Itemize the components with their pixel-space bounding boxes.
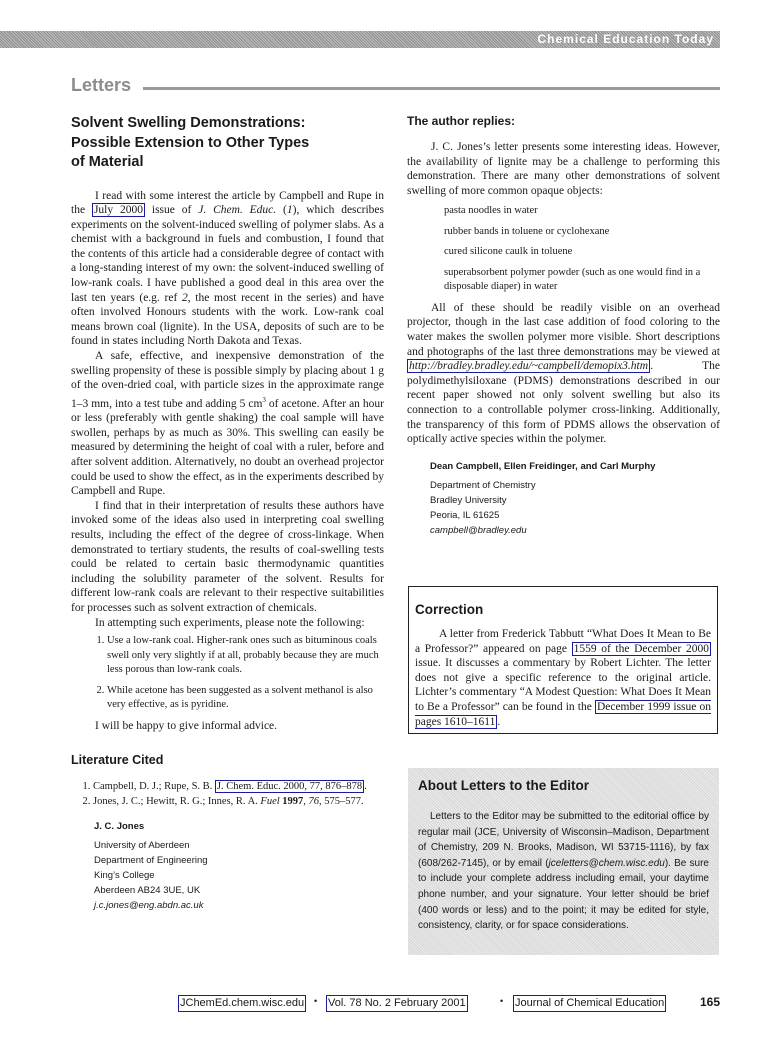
journal-link[interactable]: Journal of Chemical Education xyxy=(513,995,666,1012)
reply-column xyxy=(407,114,720,538)
reference-link[interactable]: J. Chem. Educ. 2000, 77, 876–878 xyxy=(216,781,363,793)
reference-item xyxy=(93,794,384,809)
letter-paragraph: I find that in their interpretation of results these authors have invoked some of the ideas also used in interpreting coal swelling results, including the effect of the degree of cross-linkage. When demonstrated to tertiary students, the results of coal-swelling tests could be related to certain basic thermodynamic quantities including the solubility parameter of the solvent. Results for different low-rank coals are relevant to their respective suitabilities for processes such as solvent extraction of chemicals. xyxy=(71,499,384,614)
text-run: issue. It discusses a commentary by Robert Lichter. The letter does not give a specific reference to the original article. Lichter’s commentary “A Modest Question: What Does It Mean to Be a Professor” can be found in the xyxy=(415,657,711,713)
journal-name: Fuel xyxy=(260,796,280,808)
author-email: campbell@bradley.edu xyxy=(430,524,527,536)
affiliation-line: Bradley University xyxy=(430,494,507,506)
notes-list xyxy=(71,634,384,713)
reply-heading: The author replies: xyxy=(407,114,516,128)
literature-heading: Literature Cited xyxy=(71,753,164,768)
list-item: cured silicone caulk in toluene xyxy=(444,246,573,258)
text-run: , 575–577. xyxy=(319,796,364,808)
correction-box xyxy=(408,586,718,734)
text-run: , the most recent in the series) and have often involved Honours students with the work. Low-rank coal means brown coal (lignite). In the USA, deposits of such are to be found in states including North Dakota and Texas. xyxy=(71,291,384,348)
journal-name: J. Chem. Educ. xyxy=(198,204,277,217)
text-run: issue of xyxy=(145,204,199,217)
ref-number: 1 xyxy=(286,204,293,217)
about-text xyxy=(418,809,709,934)
page-footer xyxy=(178,995,720,1013)
ref-volume: 76 xyxy=(308,796,320,808)
letter-paragraph xyxy=(71,189,384,350)
text-run: Letters to the Editor may be submitted to the editorial office by regular mail (JCE, University of Wisconsin–Madison, Department of Chemistry, 209 N. Brooks, Madison, WI 53715-1116), by fax (608/262-7145), or by email ( xyxy=(418,811,709,869)
ref-year: 1997 xyxy=(279,796,304,808)
letter-paragraph: I will be happy to give informal advice. xyxy=(95,719,278,732)
text-run: of acetone. After an hour or less (preferably with gentle shaking) the coal sample will have swollen, perhaps by as much as 30%. This swelling can easily be measured by determining the height of coal with a ruler, before and after solvent addition. Alternatively, no doubt an overhead projector could be used to show the effect, as in the experiments described by Campbell and Rupe. xyxy=(71,397,384,498)
affiliation-line: Aberdeen AB24 3UE, UK xyxy=(94,885,201,897)
text-run: ), which describes experiments on the solvent-induced swelling of polymer slabs. As a chemist with a background in fuels and combustion, I found that the contents of this article had a considerable degree of contact with a long-standing interest of my own: the solvent-induced swelling of low-rank coals. I have published a good deal in this area over the last ten years (e.g. ref xyxy=(71,204,384,304)
text-run: ). Be sure to include your complete address including email, your daytime phone number, and your signature. Your letter should be brief (400 words or less) and to the point; it may be edited for style, consistency, clarity, or for space considerations. xyxy=(418,857,709,932)
text-run: Jones, J. C.; Hewitt, R. G.; Innes, R. A. xyxy=(93,796,261,808)
list-item: rubber bands in toluene or cyclohexane xyxy=(444,225,610,237)
demo-url-link[interactable]: http://bradley.bradley.edu/~campbell/demopix3.htm xyxy=(409,360,649,373)
issue-link[interactable]: December 1999 issue on pages 1610–1611 xyxy=(415,700,711,728)
about-heading: About Letters to the Editor xyxy=(418,778,589,793)
issue-link[interactable]: 1559 of the December 2000 xyxy=(573,642,709,655)
text-run: A letter from Frederick Tabbutt “What Does It Mean to Be a Professor?” appeared on page xyxy=(415,628,711,655)
section-header xyxy=(71,74,720,96)
objects-list xyxy=(444,204,720,295)
title-line: Possible Extension to Other Types xyxy=(71,134,310,151)
superscript: 3 xyxy=(262,395,266,404)
text-run: . The polydimethylsiloxane (PDMS) demonstrations described in our recent paper showed not only solvent swelling but also its connection to a controllable polymer cross-linking. Additionally, the transparency of this form of PDMS allows the observation of optically active species within the polymer. xyxy=(407,360,720,446)
reply-author-block xyxy=(430,459,720,538)
affiliation-line: King’s College xyxy=(94,870,155,882)
editor-email: jceletters@chem.wisc.edu xyxy=(548,857,665,869)
reply-paragraph: J. C. Jones’s letter presents some interesting ideas. However, the availability of lignite may be a challenge to performing this demonstration. There are many other demonstrations of solvent swelling of more common opaque objects: xyxy=(407,141,720,197)
affiliation-line: Department of Engineering xyxy=(94,855,208,867)
text-run: ( xyxy=(276,204,287,217)
bullet-separator: • xyxy=(500,996,504,1006)
author-block xyxy=(94,819,384,913)
section-rule xyxy=(143,87,720,90)
section-banner xyxy=(0,31,720,48)
text-run: , xyxy=(303,796,309,808)
list-item: pasta noodles in water xyxy=(444,205,538,217)
ref-number: 2 xyxy=(181,291,188,304)
page-number: 165 xyxy=(699,995,720,1009)
letter-column xyxy=(71,114,384,913)
bullet-separator: • xyxy=(314,996,318,1006)
reply-paragraph xyxy=(407,301,720,447)
references-list xyxy=(71,779,384,809)
author-email: j.c.jones@eng.abdn.ac.uk xyxy=(94,900,204,912)
text-run: I read with some interest the article by Campbell and Rupe in the xyxy=(71,189,384,217)
list-item: 2. While acetone has been suggested as a solvent methanol is also very effective, as is pyridine. xyxy=(107,684,384,713)
issue-link[interactable]: Vol. 78 No. 2 February 2001 xyxy=(326,995,468,1012)
correction-text xyxy=(415,627,711,729)
banner-title: Chemical Education Today xyxy=(537,32,714,46)
issue-link[interactable]: July 2000 xyxy=(93,204,143,217)
author-names: Dean Campbell, Ellen Freidinger, and Carl Murphy xyxy=(430,460,656,472)
list-item: superabsorbent polymer powder (such as one would find in a disposable diaper) in water xyxy=(444,266,701,293)
affiliation-line: Peoria, IL 61625 xyxy=(430,509,500,521)
text-run: . xyxy=(497,715,501,728)
text-run: . xyxy=(364,781,367,793)
title-line: of Material xyxy=(71,154,144,170)
affiliation-line: Department of Chemistry xyxy=(430,479,536,491)
list-item: 1. Use a low-rank coal. Higher-rank ones such as bituminous coals swell only very slightly if at all, probably because they are much less porous than low-rank coals. xyxy=(107,634,384,678)
letter-paragraph: In attempting such experiments, please note the following: xyxy=(95,616,365,629)
author-name: J. C. Jones xyxy=(94,821,145,833)
site-link[interactable]: JChemEd.chem.wisc.edu xyxy=(178,995,306,1012)
text-run: Campbell, D. J.; Rupe, S. B. xyxy=(93,781,215,793)
about-letters-box xyxy=(408,768,719,955)
text-run: A safe, effective, and inexpensive demonstration of the swelling propensity of these is possible simply by placing about 1 g of the oven-dried coal, with particle sizes in the approximate range 1–3 mm, into a test tube and adding 5 cm xyxy=(71,350,384,410)
correction-heading: Correction xyxy=(415,602,484,617)
text-run: All of these should be readily visible on an overhead projector, though in the last case addition of food coloring to the water makes the swollen polymer more visible. Short descriptions and photographs of the last three demonstrations may be viewed at xyxy=(407,301,720,358)
affiliation-line: University of Aberdeen xyxy=(94,840,190,852)
section-label: Letters xyxy=(71,74,139,96)
title-line: Solvent Swelling Demonstrations: xyxy=(71,115,306,131)
reference-item xyxy=(93,779,384,794)
letter-title xyxy=(71,114,384,173)
letter-paragraph xyxy=(71,349,384,499)
